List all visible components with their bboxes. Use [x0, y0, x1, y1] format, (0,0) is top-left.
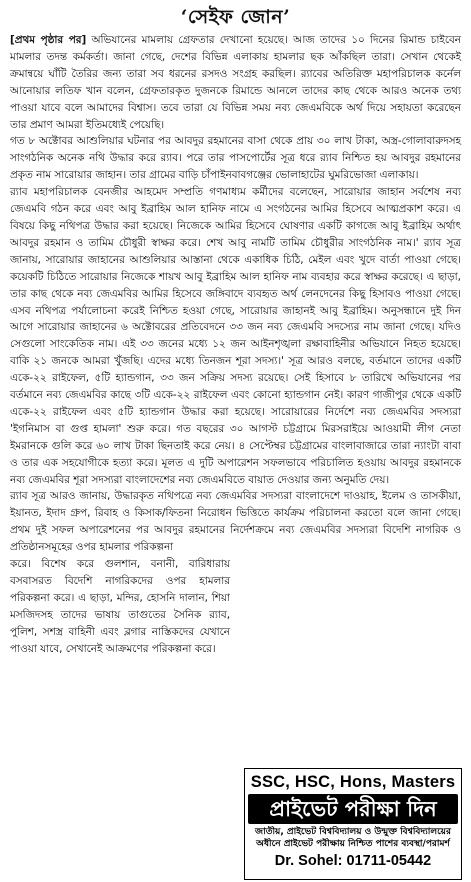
article-paragraph: র‌্যাব সূত্র আরও জানায়, উদ্ধারকৃত নথিপত্রে নব্য জেএমবির সদস্যরা বাংলাদেশে দাওয়াহ, ইলেম ও তাসকীয়া, ইয়ানত, ইদাদ গ্রুপ, রিবাহ ও কিসাক/ফিতনা নিরোধন ভিত্তিতে কার্যক্রম পরিচালনা করতো বলে জানা গেছে। প্রথম দুই সফল অপারেশনের পর আবদুর রহমানের নির্দেশক্রমে নব্য জেএমবির সদস্যরা বিদেশি নাগরিক ও প্রতিষ্ঠানসমূহের ওপর হামলার পরিকল্পনা [10, 490, 461, 554]
article-tail: করে। বিশেষ করে গুলশান, বনানী, বারিধারায় বসবাসরত বিদেশি নাগরিকদের ওপর হামলার পরিকল্পনা করে। এ ছাড়া, মন্দির, হোসনি দালান, শিয়া মসজিদসহ তাদের ভাষায় তাগুতের সৈনিক র‌্যাব, পুলিশ, সশস্ত্র বাহিনী এবং ব্লগার নাস্তিকদের যেখানে পাওয়া যাবে, সেখানেই আক্রমণের পরিকল্পনা করে। [10, 558, 230, 655]
ad-description-line: জাতীয়, প্রাইভেট বিশ্ববিদ্যালয় ও উন্মুক্ত বিশ্ববিদ্যালয়ের [255, 827, 451, 837]
article-paragraph: র‌্যাব মহাপরিচালক বেনজীর আহমেদ সম্প্রতি গণমাধ্যম কর্মীদের বলেছেন, সারোয়ার জাহান সর্বশেষ নব্য জেএমবি গঠন করে এবং আবু ইব্রাহিম আল হানিফ নামে এ সংগঠনের আমির হিসেবে আত্মপ্রকাশ করে। এ বিষয়ে কিছু নথিপত্র উদ্ধার করা হয়েছে। নিজেকে আমির হিসেবে ঘোষণার একটি কাগজে আবু ইব্রাহিম অর্থাৎ আবদুর রহমান ও তামিম চৌধুরী স্বাক্ষর করে। শেখ আবু নামটি তামিম চৌধুরীর সাংগঠনিক নাম।' র‌্যাব সূত্র জানায়, সারোয়ার জাহানের আশুলিয়ার আস্তানা থেকে একাধিক চিঠি, মেইল এবং খুদে বার্তা পাওয়া গেছে। কয়েকটি চিঠিতে সারোয়ার নিজেকে শায়খ আবু ইব্রাহিম আল হানিফ নাম ব্যবহার করে স্বাক্ষর করেছে। এ ছাড়া, তার কাছ থেকে নব্য জেএমবির আমির হিসেবে জঙ্গিবাদে ব্যবহৃত অর্থ লেনদেনের কিছু হিসাবও পাওয়া গেছে। এসব নথিপত্র পর্যালোচনা করেই নিশ্চিত হওয়া গেছে, সারোয়ার জাহানই আবু ইব্রাহিম। অনুসন্ধানে দুই দিন আগে সারোয়ার জাহানের ৬ অক্টোবরের প্রতিবেদনে ৩৩ জন নব্য জেএমবি সদস্যের নাম জানা গেছে। যদিও সেগুলো সাংকেতিক নাম। এই ৩৩ জনের মধ্যে ১২ জন আইনশৃঙ্খলা রক্ষাবাহিনীর অভিযানে নিহত হয়েছে। বাকি ২১ জনকে আমরা খুঁজছি। এদের মধ্যে তিনজন শূরা সদস্য।' সূত্র আরও বলছে, বর্তমানে তাদের একটি একে-২২ রাইফেল, ৫টি হ্যান্ডগান, ৩৩ জন সক্রিয় সদস্য রয়েছে। সেই হিসাবে ৮ তারিখে অভিযানের পর বর্তমানে নব্য জেএমবির কাছে ৩টি একে-২২ রাইফেল এবং কোনো হ্যান্ডগান নেই। কারণ গাজীপুর থেকে একটি একে-২২ রাইফেল এবং ৫টি হ্যান্ডগান উদ্ধার করা হয়েছে। সারোয়ারের নির্দেশে নব্য জেএমবির সদস্যরা 'ইগনিমাস বা গুপ্ত হামলা' শুরু করে। গত বছরের ৩০ আগস্ট চট্টগ্রামে মিরসরাইয়ে আওয়ামী লীগ নেতা ইমরানকে গুলি করে ৬০ লাখ টাকা ছিনতাই করে নেয়। ৪ সেপ্টেম্বর চট্টগ্রামের বাংলাবাজারে তারা ন্যাংটা বাবা ও তার এক সহযোগীকে হত্যা করে। মূলত এ দুটি অপারেশন সফলভাবে পরিচালিত হওয়ায় আবদুর রহমানকে নব্য জেএমবির শূরা সদস্যরা বাংলাদেশের নব্য জেএমবিতে বায়াত দেওয়ার জন্য অনুমতি দেয়। [10, 186, 461, 486]
continuation-kicker: [প্রথম পৃষ্ঠার পর] [10, 34, 87, 46]
article-paragraph [10, 32, 461, 133]
paragraph-text: অভিযানের মামলায় গ্রেফতার দেখানো হয়েছে। আজ তাদের ১০ দিনের রিমান্ড চাইবেন মামলার তদন্ত কর্মকর্তা। জানা গেছে, দেশের বিভিন্ন এলাকায় হামলার ছক আঁকছিল তারা। সেখান থেকেই ক্রমান্বয়ে ঘাঁটি তৈরির জন্য তারা সব ধরনের রসদও সংগ্রহ করছিল। র‌্যাবের অতিরিক্ত মহাপরিচালক কর্নেল আনোয়ার লতিফ খান বলেন, গ্রেফতারকৃত দুজনকে রিমান্ডে আনলে তাদের কাছ থেকে আরও অনেক তথ্য পাওয়া যাবে বলে আমাদের বিশ্বাস। তবে তারা যে বিভিন্ন সময় নব্য জেএমবিকে অর্থ দিয়ে সহায়তা করেছেন তার প্রমাণ আমরা ইতিমধ্যেই পেয়েছি। [10, 34, 461, 131]
article-body [10, 32, 461, 658]
headline: ‘সেইফ জোন’ [180, 6, 291, 28]
ad-description-line: অধীনে প্রাইভেট পরীক্ষায় নিশ্চিত পাশের ব্যবস্থা/পরামর্শ [256, 839, 450, 849]
ad-exam-levels: SSC, HSC, Hons, Masters [250, 773, 456, 791]
ad-main-heading: প্রাইভেট পরীক্ষা দিন [248, 794, 458, 824]
ad-contact: Dr. Sohel: 01711-05442 [274, 853, 432, 869]
article-paragraph: গত ৮ অক্টোবর আশুলিয়ার ঘটনার পর আবদুর রহমানের বাসা থেকে প্রায় ৩০ লাখ টাকা, অস্ত্র-গোলাবারুদসহ সাংগঠনিক অনেক নথি উদ্ধার করে র‌্যাব। পরে তার পাসপোর্টের সূত্র ধরে র‌্যাব নিশ্চিত হয় আবদুর রহমানের প্রকৃত নাম সারোয়ার জাহান। তার গ্রামের বাড়ি চাঁপাইনবাবগঞ্জের ভোলাহাটের ঘুমরিভোজা এলাকায়। [10, 135, 461, 182]
advertisement-box [244, 768, 462, 880]
